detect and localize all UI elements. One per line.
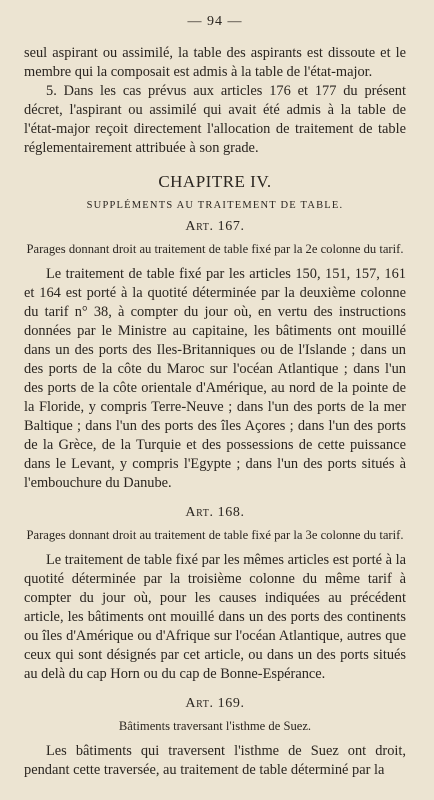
article-169-number: Art. 169.: [185, 696, 245, 711]
section-title: SUPPLÉMENTS AU TRAITEMENT DE TABLE.: [86, 200, 344, 211]
article-169-heading: Bâtiments traversant l'isthme de Suez.: [118, 719, 312, 733]
paragraph-5: 5. Dans les cas prévus aux articles 176 et 177 du présent décret, l'aspirant ou assimilé qui avait été admis à la table de l'état-major reçoit directement l'allocation de traitement de table réglementairement attribuée à son grade.: [24, 83, 406, 156]
page-number: — 94 —: [187, 14, 243, 29]
article-168-text: Le traitement de table fixé par les mêmes articles est porté à la quotité déterminée par la troisième colonne du même tarif à compter du jour où, pour les causes indiquées au précédent article, les bâtiments ont mouillé dans un des ports des continents ou îles d'Amérique ou d'Afrique sur l'océan Atlantique, autres que ceux qui sont désignés par cet article, ou dans un des ports situés au delà du cap Horn ou du cap de Bonne-Espérance.: [24, 552, 406, 682]
chapter-title: CHAPITRE IV.: [158, 172, 272, 191]
article-167-number: Art. 167.: [185, 219, 245, 234]
article-169-text: Les bâtiments qui traversent l'isthme de Suez ont droit, pendant cette traversée, au traitement de table déterminé par la: [24, 743, 406, 778]
article-167-text: Le traitement de table fixé par les articles 150, 151, 157, 161 et 164 est porté à la quotité déterminée par la deuxième colonne du tarif n° 38, à compter du jour où, en vertu des instructions données par le Ministre au capitaine, les bâtiments ont mouillé dans un des ports des Iles-Britanniques ou de l'Islande ; dans un des ports de la côte du Maroc sur l'océan Atlantique ; dans l'un des ports de la côte orientale d'Amérique, au nord de la pointe de la Floride, y compris Terre-Neuve ; dans l'un des ports de la mer Baltique ; dans l'un des ports des îles Açores ; dans l'un des ports de la Grèce, de la Turquie et des possessions de cette puissance dans le Levant, y compris l'Egypte ; dans l'un des ports situés à l'embouchure du Danube.: [24, 266, 406, 491]
article-168-heading: Parages donnant droit au traitement de table fixé par la 3e colonne du tarif.: [26, 528, 404, 542]
article-167-heading: Parages donnant droit au traitement de table fixé par la 2e colonne du tarif.: [26, 242, 404, 256]
article-168-number: Art. 168.: [185, 505, 245, 520]
paragraph-continued: seul aspirant ou assimilé, la table des aspirants est dissoute et le membre qui la composait est admis à la table de l'état-major.: [24, 45, 406, 80]
